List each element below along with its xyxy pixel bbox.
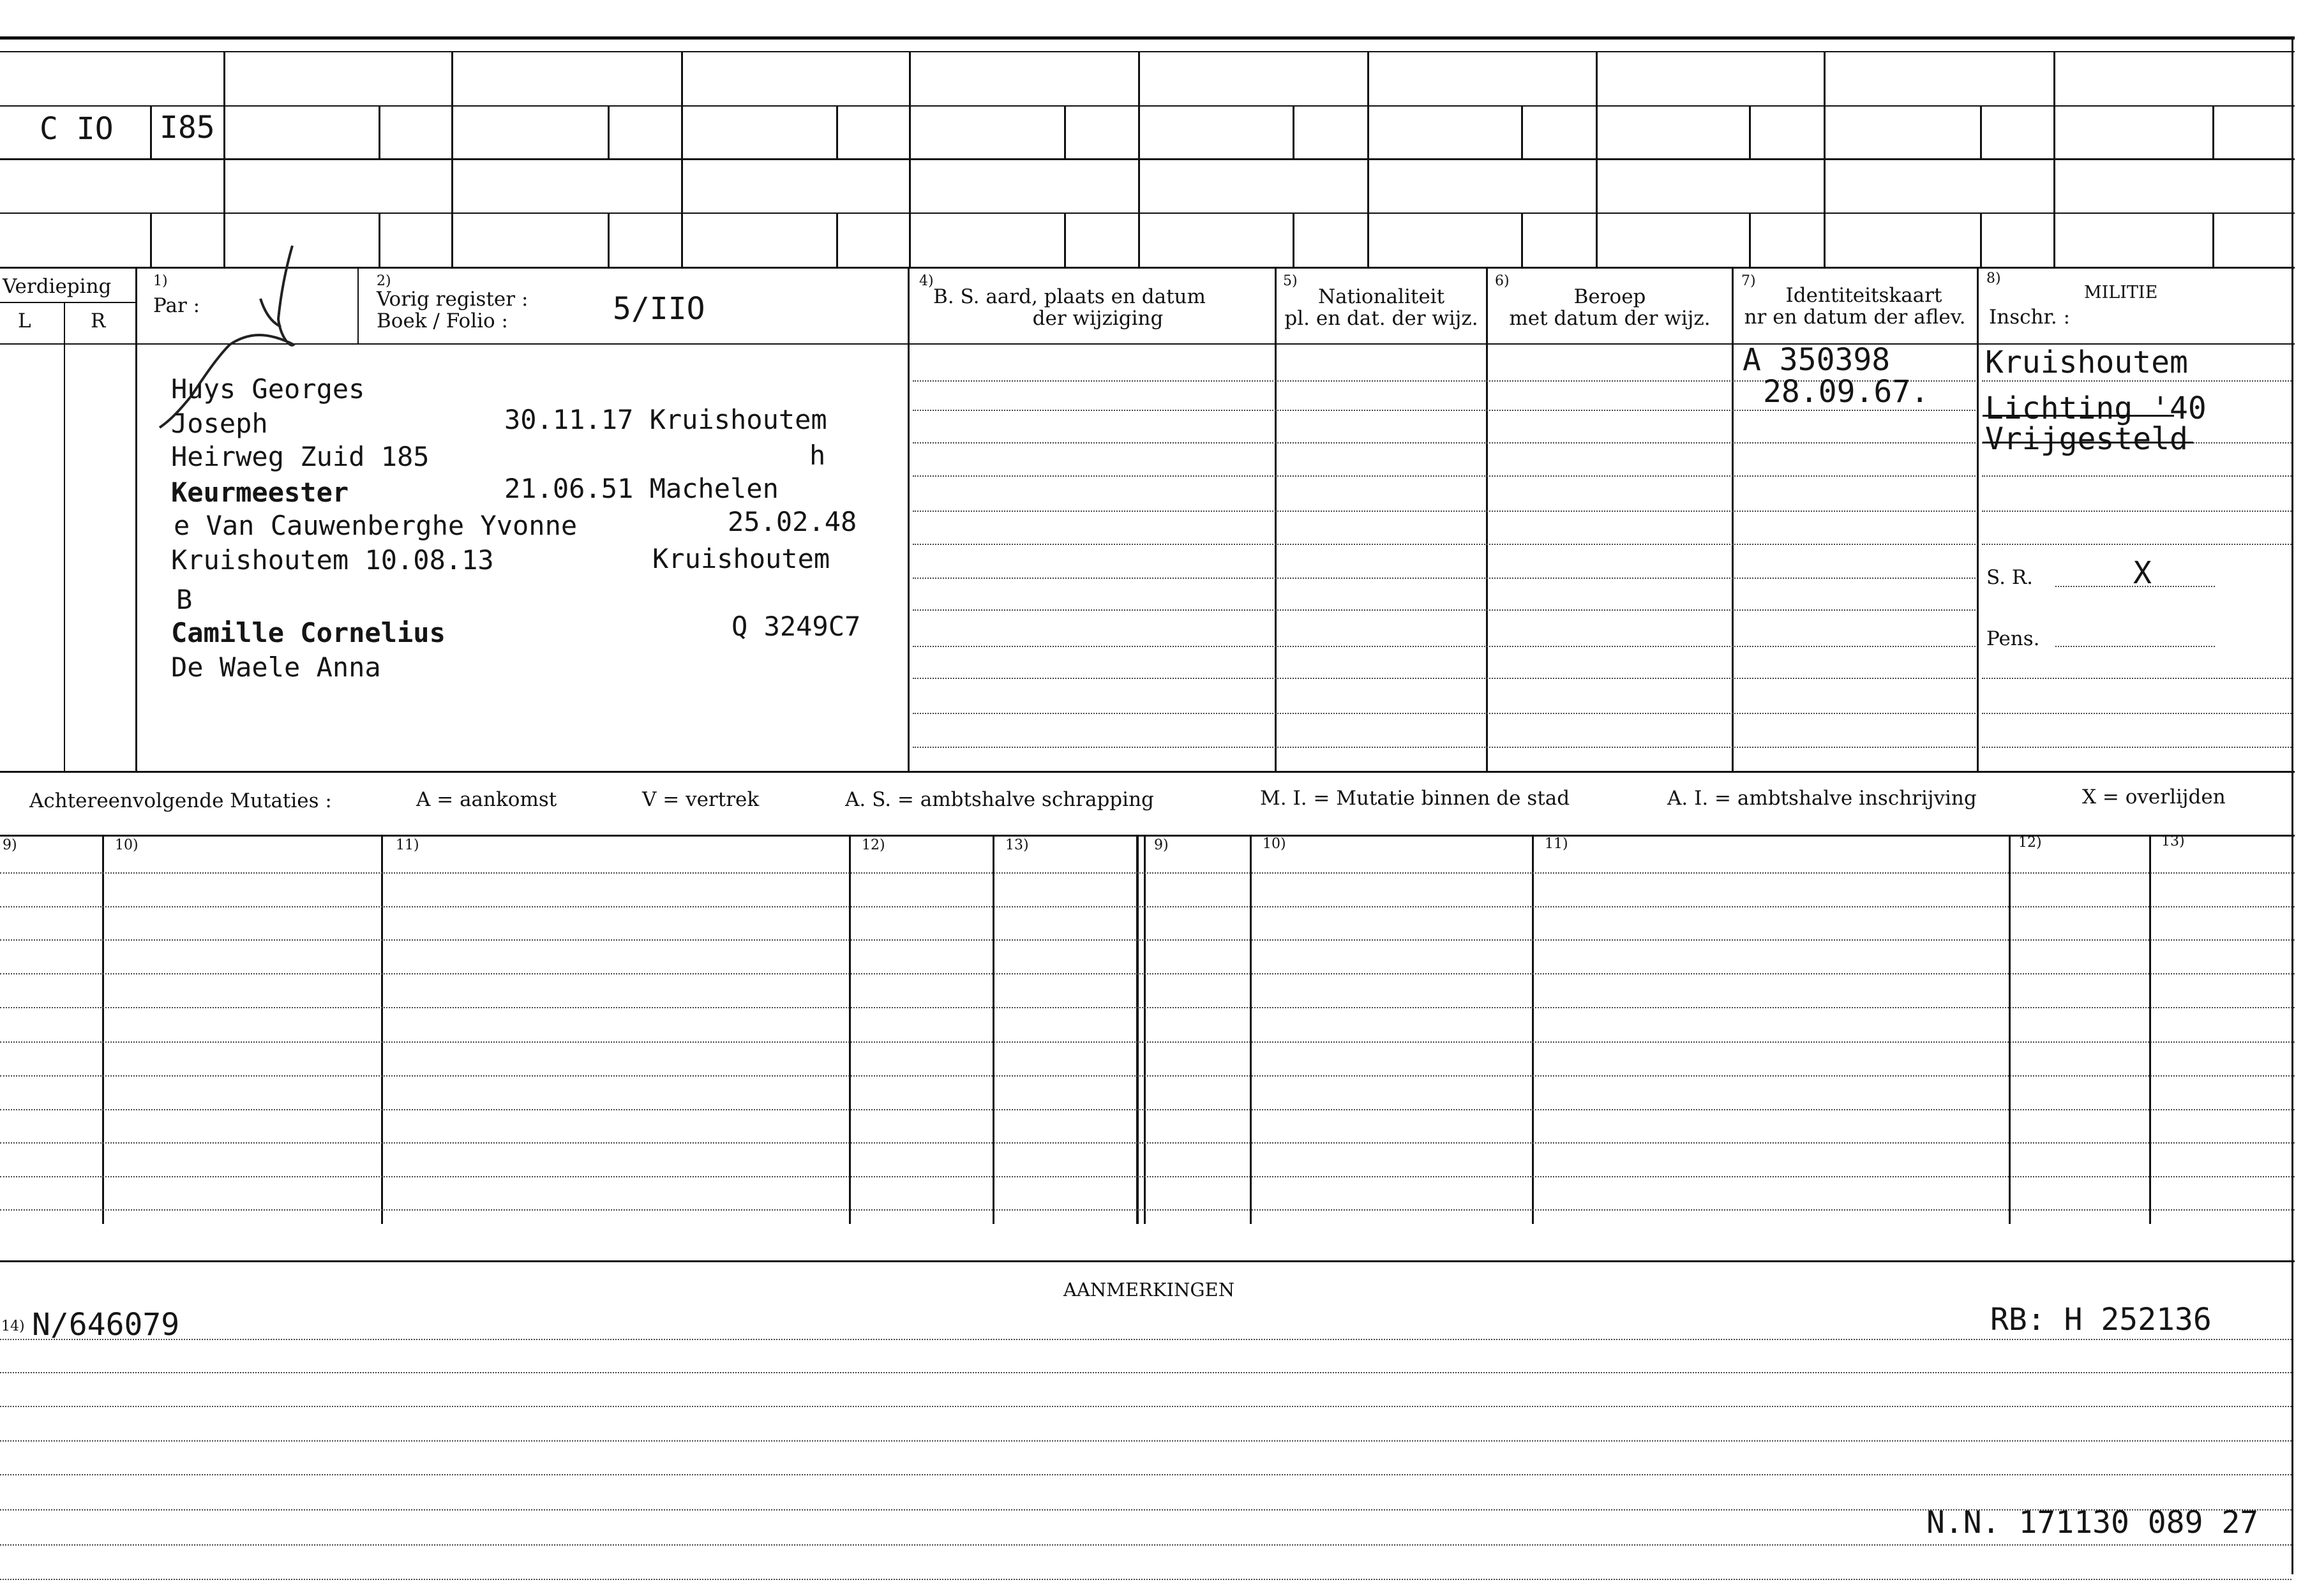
col6-number: 6) bbox=[1495, 273, 1510, 289]
militie-ruled-line bbox=[1982, 511, 2291, 512]
grid-sub-line bbox=[379, 105, 380, 158]
checkmark-icon bbox=[153, 242, 319, 434]
aanmerkingen-title: AANMERKINGEN bbox=[1063, 1279, 1235, 1301]
grid-col-line bbox=[1367, 51, 1369, 267]
mut-row-line bbox=[0, 939, 2295, 941]
militie-ruled-line bbox=[1982, 475, 2291, 477]
mut-row-line bbox=[0, 1142, 2295, 1144]
person-mother: De Waele Anna bbox=[171, 652, 381, 683]
mut-row-line bbox=[0, 872, 2295, 874]
inschr-label: Inschr. : bbox=[1989, 306, 2071, 329]
col8-number: 8) bbox=[1986, 271, 2001, 287]
person-spouse-place: Kruishoutem bbox=[652, 543, 830, 574]
ruled-line bbox=[913, 713, 1976, 714]
legend-ambtshalve-inschrijving: A. I. = ambtshalve inschrijving bbox=[1667, 787, 1977, 810]
remark-nn-number: N.N. 171130 089 27 bbox=[1926, 1505, 2259, 1540]
grid-col-line bbox=[1138, 51, 1140, 267]
header-col-line bbox=[357, 267, 359, 343]
verdieping-l-label: L bbox=[18, 310, 31, 332]
mut-col11-right: 11) bbox=[1545, 836, 1568, 852]
ruled-line bbox=[913, 678, 1976, 679]
grid-sub-line bbox=[836, 213, 838, 267]
mut-col-line bbox=[993, 835, 994, 1224]
grid-sub-line bbox=[1980, 105, 1982, 158]
ruled-line bbox=[913, 475, 1976, 477]
mut-col9-right: 9) bbox=[1154, 837, 1169, 853]
person-spouse-birth: Kruishoutem 10.08.13 bbox=[171, 544, 494, 576]
remark-n-code: N/646079 bbox=[32, 1307, 180, 1343]
grid-row-line bbox=[0, 158, 2295, 160]
col5-header-line1: Nationaliteit bbox=[1317, 285, 1445, 308]
boek-folio-value: 5/IIO bbox=[613, 291, 705, 327]
mut-col11: 11) bbox=[396, 837, 419, 853]
militie-strike bbox=[1983, 415, 2174, 417]
verdieping-r-label: R bbox=[91, 310, 106, 332]
pens-label: Pens. bbox=[1986, 627, 2040, 650]
mut-col-line bbox=[2149, 835, 2151, 1224]
mut-row-line bbox=[0, 1007, 2295, 1008]
top-border bbox=[0, 36, 2295, 40]
grid-col-line bbox=[2291, 36, 2293, 1574]
header-col-line bbox=[135, 267, 137, 771]
mut-col12-right: 12) bbox=[2018, 835, 2042, 851]
person-father: Camille Cornelius bbox=[171, 617, 446, 648]
mut-header-top bbox=[0, 835, 2295, 837]
legend-aankomst: A = aankomst bbox=[416, 788, 557, 811]
grid-sub-line bbox=[2212, 213, 2214, 267]
militie-ruled-line bbox=[1982, 380, 2291, 382]
person-spouse-date: 25.02.48 bbox=[728, 506, 857, 537]
col6-header-line2: met datum der wijz. bbox=[1509, 307, 1711, 330]
mut-col-line bbox=[1250, 835, 1252, 1224]
vorig-register-label: Vorig register : bbox=[377, 288, 529, 311]
mut-table-bottom bbox=[0, 1260, 2295, 1262]
mut-col10: 10) bbox=[115, 837, 139, 853]
ruled-line bbox=[913, 646, 1976, 647]
sr-value: X bbox=[2133, 555, 2152, 591]
mut-col10-right: 10) bbox=[1263, 836, 1286, 852]
col4-header-line1: B. S. aard, plaats en datum bbox=[933, 285, 1206, 308]
col7-header-line2: nr en datum der aflev. bbox=[1744, 306, 1966, 329]
remark-line bbox=[0, 1372, 2291, 1373]
mut-col-line bbox=[1144, 835, 1146, 1224]
person-occupation: Keurmeester bbox=[171, 477, 349, 508]
header-col-line bbox=[1275, 267, 1277, 771]
remark-number: 14) bbox=[1, 1318, 25, 1334]
grid-col-line bbox=[1596, 51, 1598, 267]
grid-row-line bbox=[0, 105, 2295, 107]
militie-ruled-line bbox=[1982, 713, 2291, 714]
pens-dotline bbox=[2055, 646, 2215, 647]
mut-col9: 9) bbox=[3, 837, 17, 853]
id-card-number: A 350398 bbox=[1743, 342, 1891, 378]
person-code: Q 3249C7 bbox=[731, 611, 861, 642]
remark-line bbox=[0, 1544, 2291, 1546]
col7-header-line1: Identiteitskaart bbox=[1785, 284, 1942, 307]
header-col-line bbox=[1977, 267, 1979, 771]
mut-col-line bbox=[1136, 835, 1139, 1224]
person-spouse: e Van Cauwenberghe Yvonne bbox=[174, 510, 578, 541]
remark-line bbox=[0, 1579, 2291, 1580]
grid-sub-line bbox=[1064, 213, 1066, 267]
mut-col-line bbox=[2009, 835, 2011, 1224]
mut-row-line bbox=[0, 1041, 2295, 1043]
mut-col13: 13) bbox=[1005, 837, 1029, 853]
grid-sub-line bbox=[1980, 213, 1982, 267]
ruled-line bbox=[913, 578, 1976, 579]
militie-ruled-line bbox=[1982, 747, 2291, 748]
grid-sub-line bbox=[2212, 105, 2214, 158]
mut-col12: 12) bbox=[862, 837, 885, 853]
grid-row-line bbox=[0, 51, 2295, 52]
militie-ruled-line bbox=[1982, 544, 2291, 545]
header-col-line bbox=[1732, 267, 1734, 771]
legend-vertrek: V = vertrek bbox=[642, 788, 760, 811]
col2-number: 2) bbox=[377, 273, 391, 289]
header-col-line bbox=[64, 302, 65, 771]
col4-header-line2: der wijziging bbox=[1032, 307, 1164, 330]
ruled-line bbox=[913, 442, 1976, 444]
verdieping-label: Verdieping bbox=[3, 275, 112, 298]
person-address: Heirweg Zuid 185 bbox=[171, 441, 430, 472]
grid-sub-line bbox=[1064, 105, 1066, 158]
grid-sub-line bbox=[150, 213, 152, 267]
remark-line bbox=[0, 1406, 2291, 1407]
ruled-line bbox=[913, 511, 1976, 512]
ruled-line bbox=[913, 410, 1976, 411]
grid-col-line bbox=[223, 51, 225, 267]
mut-row-line bbox=[0, 973, 2295, 974]
col5-number: 5) bbox=[1283, 273, 1298, 289]
ruled-line bbox=[913, 747, 1976, 748]
person-address-h: h bbox=[809, 440, 826, 471]
grid-col-line bbox=[1824, 51, 1826, 267]
grid-col-line bbox=[451, 51, 453, 267]
register-code: C IO bbox=[40, 111, 114, 147]
remark-line bbox=[0, 1440, 2291, 1442]
mut-row-line bbox=[0, 1176, 2295, 1177]
mut-col-line bbox=[102, 835, 104, 1224]
mut-row-line bbox=[0, 1075, 2295, 1077]
ruled-line bbox=[913, 544, 1976, 545]
body-bottom-line bbox=[0, 771, 2295, 773]
col6-header-line1: Beroep bbox=[1573, 285, 1646, 308]
grid-sub-line bbox=[150, 105, 152, 158]
mut-row-line bbox=[0, 906, 2295, 907]
mut-col-line bbox=[1532, 835, 1534, 1224]
header-col-line bbox=[908, 267, 910, 771]
militie-strike bbox=[1983, 442, 2193, 444]
militie-title: MILITIE bbox=[2084, 283, 2158, 302]
col5-header-line2: pl. en dat. der wijz. bbox=[1284, 307, 1478, 330]
grid-sub-line bbox=[379, 213, 380, 267]
grid-row-line bbox=[0, 267, 2295, 269]
grid-sub-line bbox=[608, 105, 610, 158]
grid-row-line bbox=[0, 213, 2295, 214]
mutaties-title: Achtereenvolgende Mutaties : bbox=[29, 789, 332, 812]
person-firstname: Joseph bbox=[171, 408, 268, 439]
col4-number: 4) bbox=[919, 273, 934, 289]
grid-sub-line bbox=[1521, 105, 1523, 158]
mut-col-line bbox=[849, 835, 851, 1224]
militie-status: Vrijgesteld bbox=[1985, 421, 2188, 457]
militie-lichting: Lichting '40 bbox=[1985, 391, 2207, 426]
col7-number: 7) bbox=[1741, 273, 1756, 289]
sr-label: S. R. bbox=[1986, 566, 2034, 589]
register-number: I85 bbox=[160, 110, 215, 145]
header-col-line bbox=[1486, 267, 1488, 771]
col1-number: 1) bbox=[153, 273, 168, 289]
grid-col-line bbox=[2053, 51, 2055, 267]
ruled-line bbox=[913, 609, 1976, 611]
grid-col-line bbox=[681, 51, 683, 267]
par-label: Par : bbox=[153, 294, 200, 317]
legend-ambtshalve-schrapping: A. S. = ambtshalve schrapping bbox=[845, 788, 1154, 811]
remark-line bbox=[0, 1474, 2291, 1475]
person-birth: 30.11.17 Kruishoutem bbox=[504, 404, 827, 435]
mut-row-line bbox=[0, 1109, 2295, 1110]
verdieping-divider bbox=[0, 302, 135, 303]
mut-col-line bbox=[381, 835, 383, 1224]
person-surname: Huys Georges bbox=[171, 373, 365, 405]
grid-sub-line bbox=[1293, 105, 1294, 158]
remark-line bbox=[0, 1339, 2291, 1340]
person-occupation-date: 21.06.51 Machelen bbox=[504, 473, 779, 504]
id-card-date: 28.09.67. bbox=[1763, 374, 1930, 410]
militie-place: Kruishoutem bbox=[1985, 345, 2188, 380]
mut-row-line bbox=[0, 1209, 2295, 1211]
grid-sub-line bbox=[608, 213, 610, 267]
militie-ruled-line bbox=[1982, 678, 2291, 679]
remark-rb-code: RB: H 252136 bbox=[1990, 1302, 2212, 1338]
header-bottom-line bbox=[0, 343, 2295, 345]
grid-sub-line bbox=[1521, 213, 1523, 267]
legend-overlijden: X = overlijden bbox=[2082, 786, 2226, 809]
legend-mutatie-stad: M. I. = Mutatie binnen de stad bbox=[1260, 787, 1570, 810]
boek-folio-label: Boek / Folio : bbox=[377, 310, 508, 332]
person-b: B bbox=[176, 584, 193, 615]
grid-sub-line bbox=[1749, 105, 1751, 158]
grid-sub-line bbox=[1293, 213, 1294, 267]
grid-col-line bbox=[909, 51, 911, 267]
grid-sub-line bbox=[1749, 213, 1751, 267]
mut-col13-right: 13) bbox=[2161, 833, 2185, 849]
grid-sub-line bbox=[836, 105, 838, 158]
